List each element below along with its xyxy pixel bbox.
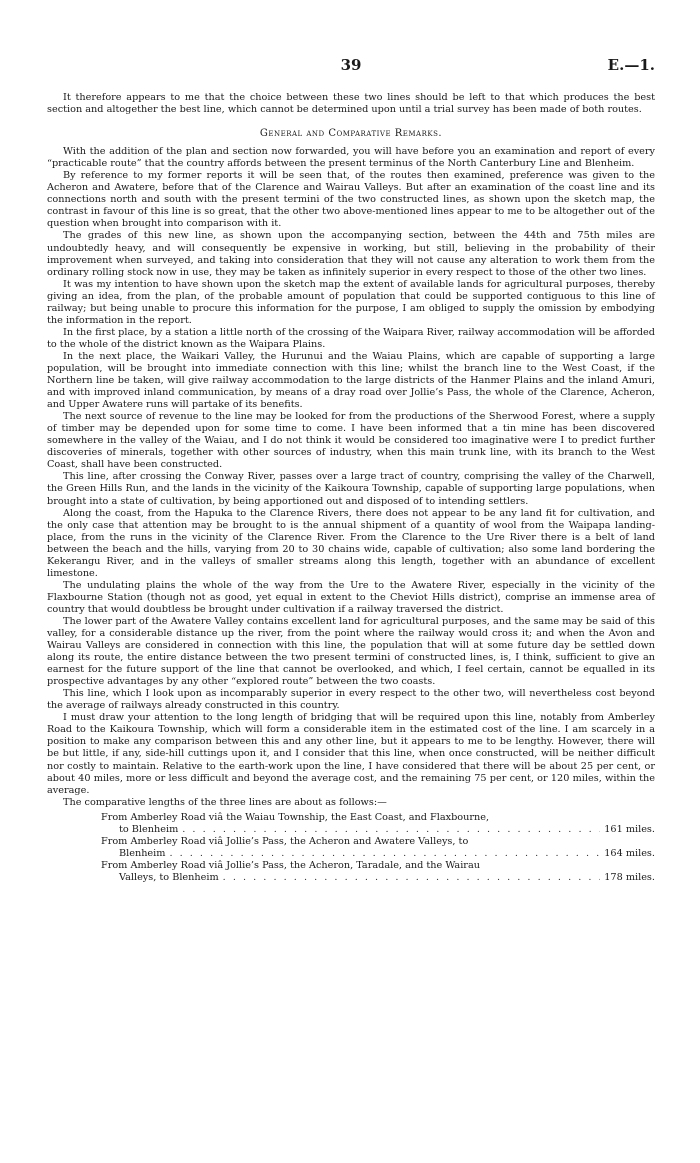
route-description: From Amberley Road viâ Jollie’s Pass, the Acheron and Awatere Valleys, to	[101, 835, 469, 847]
comparison-item	[101, 836, 655, 860]
route-distance: 161 miles.	[604, 823, 655, 835]
leader-dots	[223, 872, 601, 884]
route-destination: to Blenheim	[119, 823, 179, 835]
paragraph: In the first place, by a station a little north of the crossing of the Waipara River, railway accommodation will be afforded to the whole of the district known as the Waipara Plains.	[47, 326, 655, 350]
comparison-item	[101, 860, 655, 884]
comparison-item	[101, 812, 655, 836]
leader-dots	[169, 848, 600, 860]
paragraph: It was my intention to have shown upon the sketch map the extent of available lands for agricultural purposes, thereby giving an idea, from the plan, of the probable amount of population that could be supported contiguous to this line of railway; but being unable to procure this information for the purpose, I am obliged to supply the omission by embodying the information in the report.	[47, 278, 655, 326]
paragraph: With the addition of the plan and section now forwarded, you will have before you an examination and report of every “practicable route” that the country affords between the present terminus of the North Canterbury Line and Blenheim.	[47, 146, 655, 170]
route-distance: 178 miles.	[604, 871, 655, 883]
paragraph: The next source of revenue to the line may be looked for from the productions of the Sherwood Forest, where a supply of timber may be depended upon for some time to come. I have been informed that a tin mine has been discovered somewhere in the valley of the Waiau, and I do not think it would be considered too imaginative were I to predict further discoveries of minerals, together with other sources of industry, when this main trunk line, with its branch to the West Coast, shall have been constructed.	[47, 411, 655, 471]
route-distance: 164 miles.	[604, 847, 655, 859]
paragraph: The lower part of the Awatere Valley contains excellent land for agricultural purposes, and the same may be said of this valley, for a considerable distance up the river, from the point where the railway would cross it; and when the Avon and Wairau Valleys are considered in connection with this line, the population that will at some future day be settled down along its route, the entire distance between the two present termini of constructed lines, is, I think, sufficient to give an earnest for the future support of the line that cannot be overlooked, and which, I feel certain, cannot be equalled in its prospective advantages by any other “explored route” between the two coasts.	[47, 615, 655, 688]
paragraph: By reference to my former reports it will be seen that, of the routes then examined, preference was given to the Acheron and Awatere, before that of the Clarence and Wairau Valleys. But after an examination of the coast line and its connections north and south with the present termini of the two constructed lines, as shown upon the sketch map, the contrast in favour of this line is so great, that the other two above-mentioned lines appear to me to be altogether out of the question when brought into comparison with it.	[47, 170, 655, 230]
page-header	[47, 56, 655, 76]
paragraph: In the next place, the Waikari Valley, the Hurunui and the Waiau Plains, which are capable of supporting a large population, will be brought into immediate connection with this line; whilst the branch line to the West Coast, if the Northern line be taken, will give railway accommodation to the large districts of the Hanmer Plains and the inland Amuri, and with improved inland communication, by means of a dray road over Jollie’s Pass, the whole of the Clarence, Acheron, and Upper Awatere runs will partake of its benefits.	[47, 350, 655, 411]
route-description: From Amberley Road viâ Jollie’s Pass, the Acheron, Taradale, and the Wairau	[101, 859, 480, 871]
page-number: 39	[340, 56, 362, 74]
paragraph: This line, after crossing the Conway River, passes over a large tract of country, comprising the valley of the Charwell, the Green Hills Run, and the lands in the vicinity of the Kaikoura Township, capable of supporting large populations, when brought into a state of cultivation, by being apportioned out and disposed of to intending settlers.	[47, 471, 655, 507]
section-heading: General and Comparative Remarks.	[259, 128, 443, 140]
paragraph: The undulating plains the whole of the way from the Ure to the Awatere River, especially in the vicinity of the Flaxbourne Station (though not as good, yet equal in extent to the Cheviot Hills district), comprise an immense area of country that would doubtless be brought under cultivation if a railway traversed the district.	[47, 579, 655, 615]
comparison-list	[101, 812, 655, 884]
document-body	[47, 92, 655, 884]
leader-dots	[182, 824, 600, 836]
opening-paragraph: It therefore appears to me that the choice between these two lines should be left to that which produces the best section and altogether the best line, which cannot be determined upon until a trial survey has been made of both routes.	[47, 92, 655, 116]
paragraph: I must draw your attention to the long length of bridging that will be required upon this line, notably from Amberley Road to the Kaikoura Township, which will form a considerable item in the estimated cost of the line. I am scarcely in a position to make any comparison between this and any other line, but it appears to me to be lengthy. However, there will be but little, if any, side-hill cuttings upon it, and I consider that this line, when once constructed, will be neither difficult nor costly to maintain. Relative to the earth-work upon the line, I have considered that there will be about 25 per cent, or about 40 miles, more or less difficult and beyond the average cost, and the remaining 75 per cent, or 120 miles, within the average.	[47, 712, 655, 796]
document-reference: E.—1.	[607, 56, 655, 74]
paragraph: This line, which I look upon as incomparably superior in every respect to the other two, will nevertheless cost beyond the average of railways already constructed in this country.	[47, 688, 655, 712]
route-destination: Blenheim	[119, 847, 166, 859]
paragraph: Along the coast, from the Hapuka to the Clarence Rivers, there does not appear to be any land fit for cultivation, and the only case that attention may be brought to is the annual shipment of a quantity of wool from the Waipapa landing-place, from the runs in the vicinity of the Clarence River. From the Clarence to the Ure River there is a belt of land between the beach and the hills, varying from 20 to 30 chains wide, capable of cultivation; also some land bordering the Kekerangu River, and in the valleys of smaller streams along this length, together with an abundance of excellent limestone.	[47, 507, 655, 579]
route-description: From Amberley Road viâ the Waiau Township, the East Coast, and Flaxbourne,	[101, 811, 490, 823]
paragraph: The grades of this new line, as shown upon the accompanying section, between the 44th and 75th miles are undoubtedly heavy, and will consequently be expensive in working, but still, believing in the probability of their improvement when surveyed, and taking into consideration that they will not cause any alteration to work them from the ordinary rolling stock now in use, they may be taken as infinitely superior in every respect to those of the other two lines.	[47, 230, 655, 278]
comparison-intro: The comparative lengths of the three lines are about as follows:—	[63, 796, 387, 808]
route-destination: Valleys, to Blenheim	[119, 871, 219, 883]
